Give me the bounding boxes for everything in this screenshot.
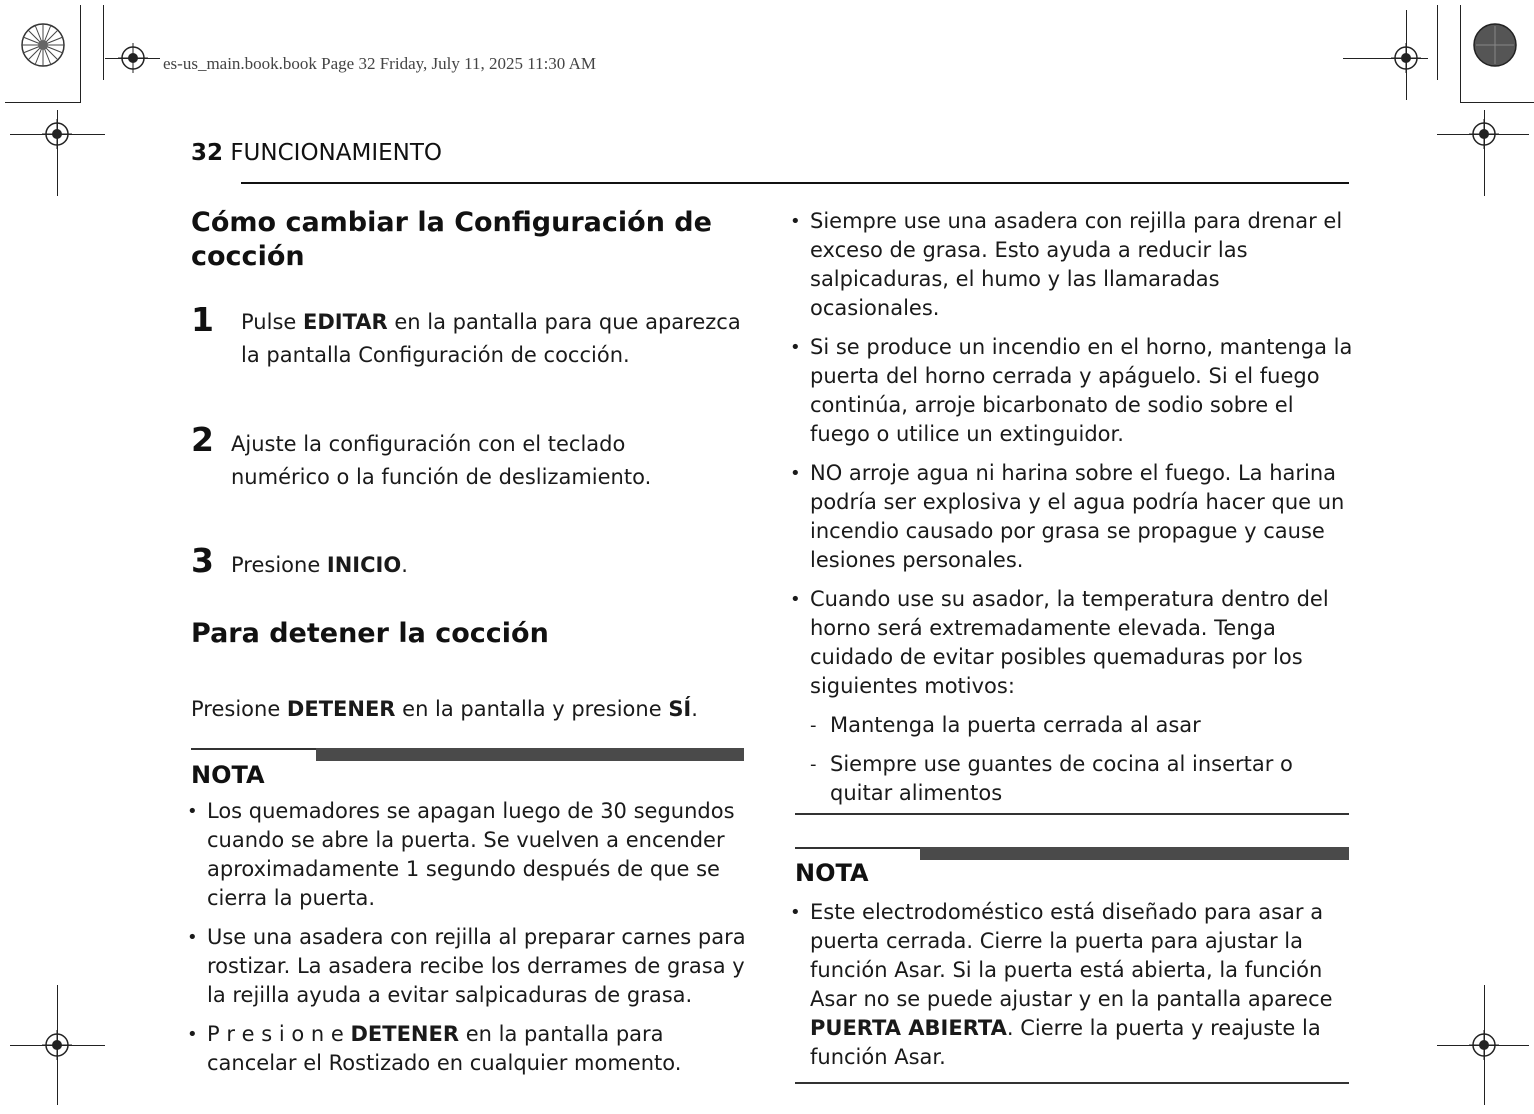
note-rule — [795, 847, 920, 849]
list-item: • Cuando use su asador, la temperatura dentro del horno será extremadamente elevada. Tenga cuidado de evitar posibles quemaduras por los siguientes motivos: - Mantenga la puerta cerrada al asar - Siempre use guantes de cocina al insertar o quitar alimentos — [788, 585, 1353, 808]
section-title: FUNCIONAMIENTO — [230, 140, 442, 166]
page-number: 32 — [191, 140, 224, 166]
step-number: 2 — [191, 420, 214, 459]
list-item: • Los quemadores se apagan luego de 30 segundos cuando se abre la puerta. Se vuelven a encender aproximadamente 1 segundo después de que se cierra la puerta. — [185, 797, 755, 913]
sub-list — [810, 711, 1353, 808]
step-text: Pulse EDITAR en la pantalla para que aparezca la pantalla Configuración de cocción. — [241, 310, 741, 367]
print-header: es-us_main.book.book Page 32 Friday, July 11, 2025 11:30 AM — [163, 54, 597, 73]
density-patch-icon — [1472, 22, 1518, 68]
list-item: • Siempre use una asadera con rejilla para drenar el exceso de grasa. Esto ayuda a reducir las salpicaduras, el humo y las llamaradas ocasionales. — [788, 207, 1353, 323]
stop-instruction: Presione DETENER en la pantalla y presione SÍ. — [191, 697, 698, 721]
warning-list — [788, 207, 1353, 818]
step-number: 1 — [191, 300, 214, 339]
list-item: • P r e s i o n e DETENER en la pantalla para cancelar el Rostizado en cualquier momento. — [185, 1020, 755, 1078]
sub-list-item: - Mantenga la puerta cerrada al asar — [810, 711, 1353, 740]
note-title: NOTA — [191, 761, 265, 789]
step-text: Presione INICIO. — [231, 553, 408, 577]
step-text: Ajuste la configuración con el teclado numérico o la función de deslizamiento. — [231, 432, 652, 489]
list-item: • Este electrodoméstico está diseñado para asar a puerta cerrada. Cierre la puerta para ajustar la función Asar. Si la puerta está abierta, la función Asar no se puede ajustar y en la pantalla aparece PUERTA ABIERTA. Cierre la puerta y reajuste la función Asar. — [788, 898, 1353, 1072]
note-rule — [316, 748, 744, 761]
heading-rule — [241, 182, 1349, 184]
section-heading-stop: Para detener la cocción — [191, 618, 549, 649]
sub-list-item: - Siempre use guantes de cocina al insertar o quitar alimentos — [810, 750, 1353, 808]
note-title: NOTA — [795, 859, 869, 887]
list-item: • Use una asadera con rejilla al preparar carnes para rostizar. La asadera recibe los derrames de grasa y la rejilla ayuda a evitar salpicaduras de grasa. — [185, 923, 755, 1010]
section-heading-settings: Cómo cambiar la Configuración de cocción — [191, 207, 712, 272]
color-wheel-icon — [20, 22, 66, 68]
section-rule — [795, 813, 1349, 815]
section-rule — [795, 1082, 1349, 1084]
page-heading — [191, 140, 442, 166]
note-list — [788, 898, 1353, 1082]
list-item: • NO arroje agua ni harina sobre el fuego. La harina podría ser explosiva y el agua podría hacer que un incendio causado por grasa se propague y cause lesiones personales. — [788, 459, 1353, 575]
step-number: 3 — [191, 541, 214, 580]
note-list — [185, 797, 755, 1088]
note-rule — [920, 847, 1349, 860]
note-rule — [191, 748, 316, 750]
list-item: • Si se produce un incendio en el horno, mantenga la puerta del horno cerrada y apáguelo. Si el fuego continúa, arroje bicarbonato de sodio sobre el fuego o utilice un extinguidor. — [788, 333, 1353, 449]
